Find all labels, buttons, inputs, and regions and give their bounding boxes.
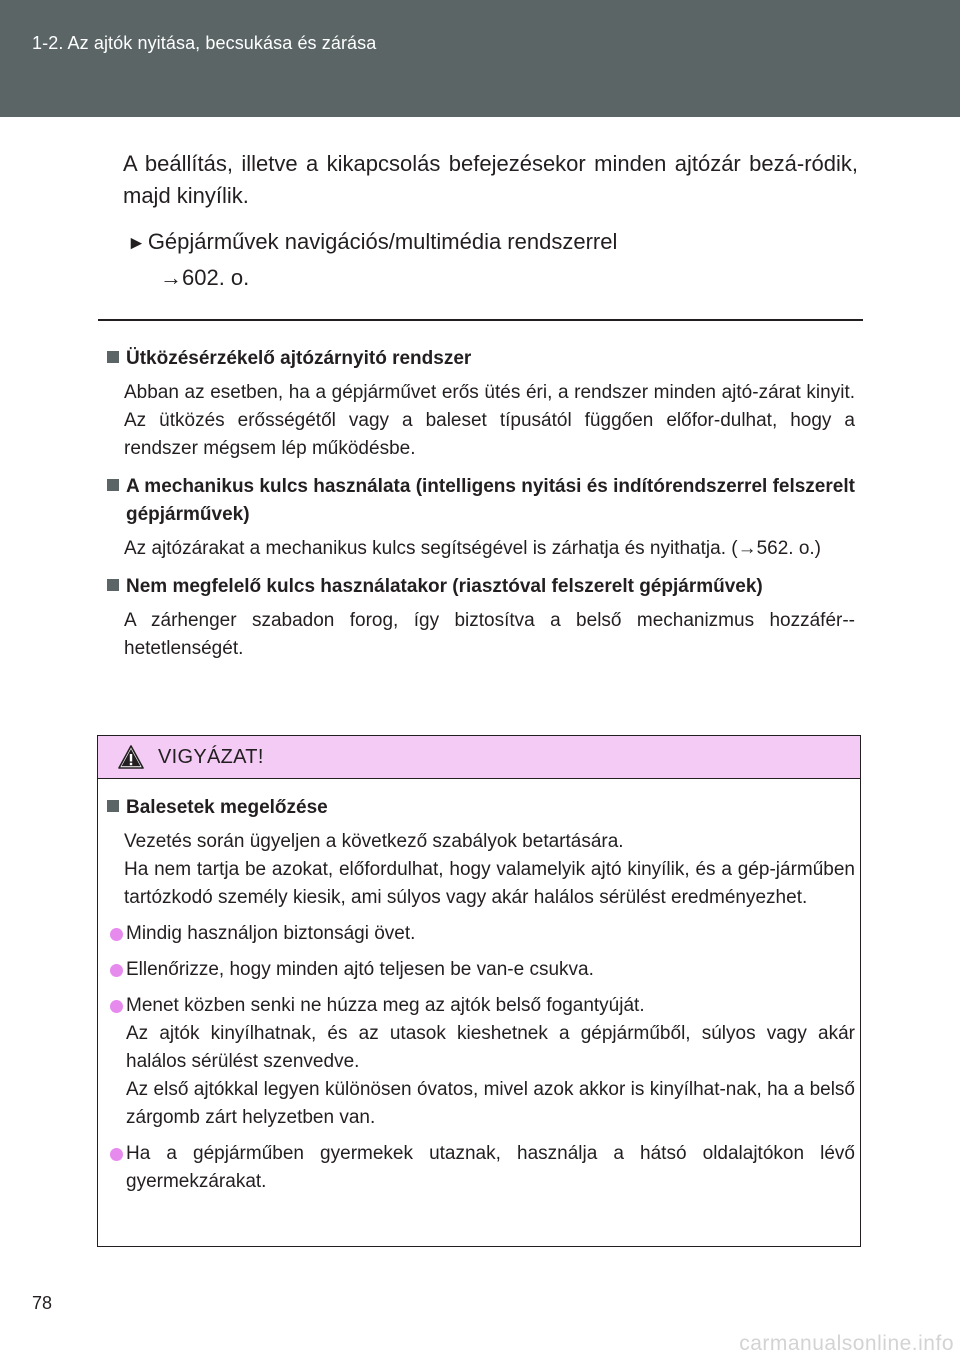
- caution-header: [98, 736, 860, 779]
- notes-section: [107, 345, 855, 663]
- chapter-title: 1-2. Az ajtók nyitása, becsukása és zárása: [32, 33, 377, 53]
- note-body: A zárhenger szabadon forog, így biztosítva a belső mechanizmus hozzáfér-hetetlenségét.: [124, 610, 855, 659]
- warning-triangle-icon: [118, 745, 144, 769]
- caution-bullet: Ellenőrizze, hogy minden ajtó teljesen be van-e csukva.: [107, 956, 855, 984]
- note-body: Abban az esetben, ha a gépjárművet erős ütés éri, a rendszer minden ajtó-zárat kinyit. Az ütközés erősségétől vagy a baleset típusától függően előfor-dulhat, hogy a rendszer mégsem lép működésbe.: [124, 382, 855, 459]
- note-heading: Nem megfelelő kulcs használatakor (riasztóval felszerelt gépjárművek): [107, 573, 855, 601]
- caution-box: [97, 735, 861, 1247]
- intro-paragraph: A beállítás, illetve a kikapcsolás befejezésekor minden ajtózár bezá-ródik, majd kinyílik.: [123, 151, 858, 208]
- page-reference[interactable]: →602. o.: [160, 265, 250, 290]
- bullet-dot-icon: [110, 964, 123, 977]
- bullet-dot-icon: [110, 928, 123, 941]
- section-divider: [98, 319, 863, 321]
- square-bullet-icon: [107, 800, 119, 812]
- navigation-variant-line: [127, 228, 617, 258]
- caution-body: Vezetés során ügyeljen a következő szabályok betartására. Ha nem tartja be azokat, előfordulhat, hogy valamelyik ajtó kinyílik, és a gép-járműben tartózkodó személy kiesik, ami súlyos vagy akár halálos sérülést eredményezhet.: [124, 831, 855, 908]
- square-bullet-icon: [107, 479, 119, 491]
- note-heading: A mechanikus kulcs használata (intelligens nyitási és indítórendszerrel felszerelt gépjárművek): [107, 473, 855, 529]
- page-number: 78: [32, 1293, 53, 1313]
- bullet-dot-icon: [110, 1148, 123, 1161]
- variant-label: Gépjárművek navigációs/multimédia rendszerrel: [147, 229, 618, 254]
- arrow-bullet-icon: ►: [127, 233, 146, 254]
- note-heading: Ütközésérzékelő ajtózárnyitó rendszer: [107, 345, 855, 373]
- caution-bullet: Menet közben senki ne húzza meg az ajtók belső fogantyúját. Az ajtók kinyílhatnak, és az utasok kieshetnek a gépjárműből, súlyos vagy akár halálos sérülést szenvedve. Az első ajtókkal legyen különösen óvatos, mivel azok akkor is kinyílhat-nak, ha a belső zárgomb zárt helyzetben van.: [107, 992, 855, 1132]
- caution-content: [107, 794, 855, 1196]
- square-bullet-icon: [107, 351, 119, 363]
- watermark: carmanualsonline.info: [739, 1332, 954, 1355]
- caution-bullet: Mindig használjon biztonsági övet.: [107, 920, 855, 948]
- note-body: Az ajtózárakat a mechanikus kulcs segítségével is zárhatja és nyithatja. (→562. o.): [124, 538, 822, 559]
- page-header: [0, 0, 960, 117]
- square-bullet-icon: [107, 579, 119, 591]
- caution-bullet: Ha a gépjárműben gyermekek utaznak, használja a hátsó oldalajtókon lévő gyermekzárakat.: [107, 1140, 855, 1196]
- caution-heading: Balesetek megelőzése: [107, 794, 855, 822]
- bullet-dot-icon: [110, 1000, 123, 1013]
- caution-title: VIGYÁZAT!: [158, 746, 264, 768]
